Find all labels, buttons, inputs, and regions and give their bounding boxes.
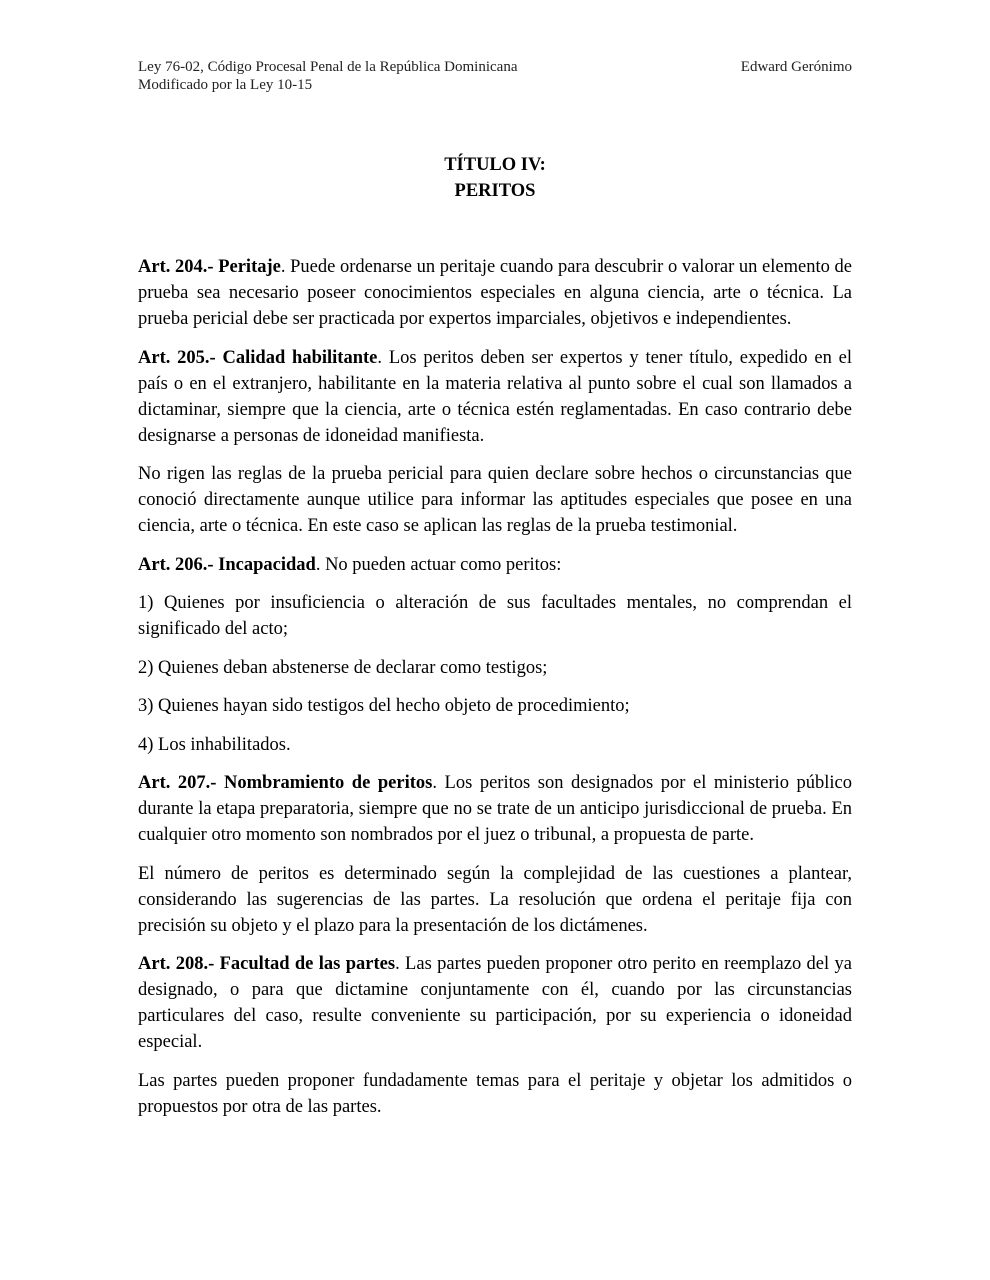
header-modification-note: Modificado por la Ley 10-15 (138, 77, 313, 93)
document-body (138, 254, 852, 1132)
article-heading: Art. 208.- Facultad de las partes (138, 954, 396, 974)
article-heading: Art. 207.- Nombramiento de peritos (138, 773, 433, 793)
paragraph-text: El número de peritos es determinado según la complejidad de las cuestiones a plantear, considerando las sugerencias de las partes. La resolución que ordena el peritaje fija con precisión su objeto y el plazo para la presentación de los dictámenes. (138, 863, 852, 936)
header-author: Edward Gerónimo (740, 59, 852, 75)
paragraph-text: 3) Quienes hayan sido testigos del hecho objeto de procedimiento; (138, 696, 630, 716)
article-heading: Art. 205.- Calidad habilitante (138, 347, 378, 368)
paragraph-art-208 (138, 951, 852, 1055)
list-item-2 (138, 655, 852, 681)
paragraph-text: No rigen las reglas de la prueba pericial para quien declare sobre hechos o circunstancias que conoció directamente aunque utilice para informar las aptitudes especiales que posee en una ciencia, arte o técnica. En este caso se aplican las reglas de la prueba testimonial. (138, 464, 852, 536)
paragraph-text: . Los peritos son designados por el ministerio público durante la etapa preparatoria, siempre que no se trate de un anticipo jurisdiccional de prueba. En cualquier otro momento son nombrados por el juez o tribunal, a propuesta de parte. (138, 773, 852, 845)
paragraph-text: . Las partes pueden proponer otro perito en reemplazo del ya designado, o para que dictamine conjuntamente con él, cuando por las circunstancias particulares del caso, resulte conveniente su participación, por su experiencia o idoneidad especial. (138, 954, 852, 1052)
header-law-title: Ley 76-02, Código Procesal Penal de la República Dominicana (138, 59, 518, 75)
header-row (138, 58, 852, 76)
list-item-3 (138, 693, 852, 719)
article-heading: Art. 206.- Incapacidad (138, 554, 316, 575)
paragraph-art-205-cont (138, 461, 852, 539)
list-item-1 (138, 590, 852, 642)
paragraph-text: 1) Quienes por insuficiencia o alteración de sus facultades mentales, no comprendan el significado del acto; (138, 593, 852, 639)
paragraph-text: . Puede ordenarse un peritaje cuando para descubrir o valorar un elemento de prueba sea necesario poseer conocimientos especiales en alguna ciencia, arte o técnica. La prueba pericial debe ser practicada por expertos imparciales, objetivos e independientes. (138, 257, 852, 329)
title-line-1: TÍTULO IV: (444, 155, 546, 175)
paragraph-text: . No pueden actuar como peritos: (315, 554, 562, 575)
paragraph-text: Las partes pueden proponer fundadamente temas para el peritaje y objetar los admitidos o propuestos por otra de las partes. (138, 1070, 852, 1117)
paragraph-art-205 (138, 345, 852, 449)
paragraph-art-207-cont (138, 861, 852, 939)
paragraph-art-204 (138, 254, 852, 332)
list-item-4 (138, 732, 852, 758)
paragraph-art-206 (138, 552, 852, 578)
paragraph-text: 4) Los inhabilitados. (138, 734, 291, 755)
paragraph-text: 2) Quienes deban abstenerse de declarar como testigos; (138, 657, 548, 678)
page-header (138, 58, 852, 94)
section-title (138, 152, 852, 204)
paragraph-art-207 (138, 770, 852, 848)
paragraph-art-208-cont (138, 1068, 852, 1120)
title-line-2: PERITOS (454, 181, 536, 201)
paragraph-text: . Los peritos deben ser expertos y tener título, expedido en el país o en el extranjero, habilitante en la materia relativa al punto sobre el cual son llamados a dictaminar, siempre que la ciencia, arte o técnica estén reglamentadas. En caso contrario debe designarse a personas de idoneidad manifiesta. (138, 347, 852, 446)
article-heading: Art. 204.- Peritaje (138, 257, 281, 277)
